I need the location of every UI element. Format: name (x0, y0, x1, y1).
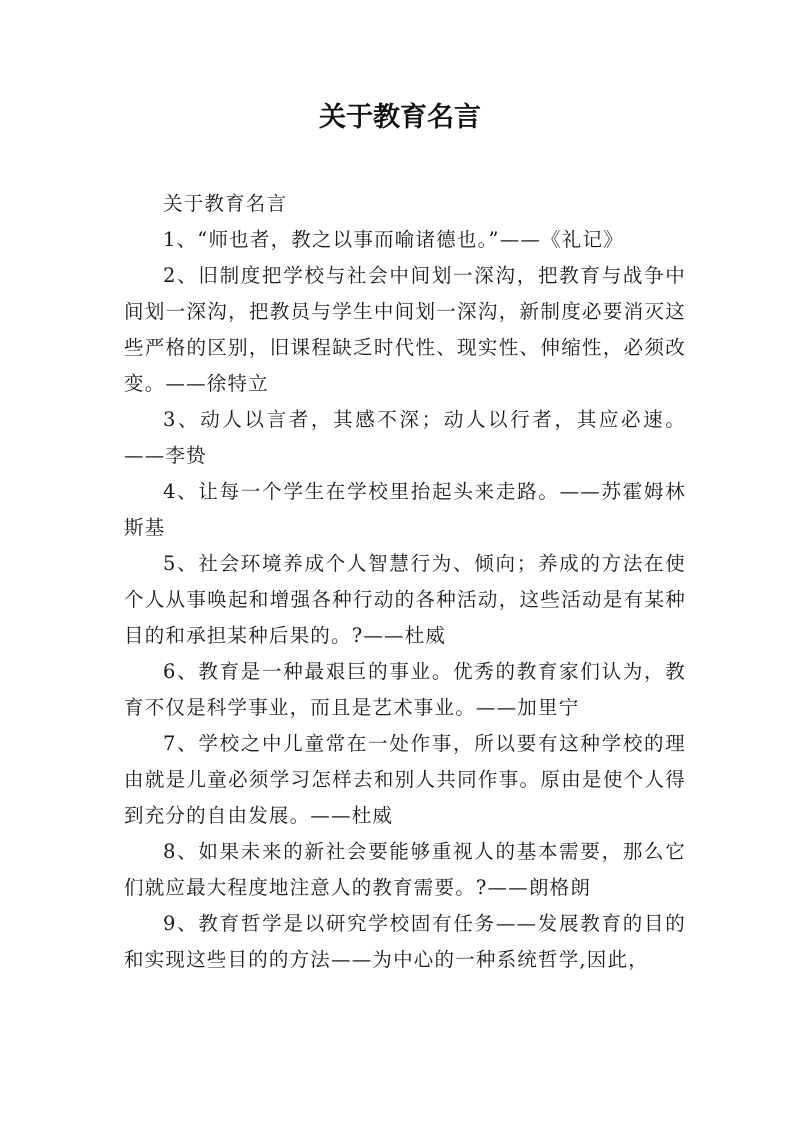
quote-paragraph-9: 9、教育哲学是以研究学校固有任务——发展教育的目的和实现这些目的的方法——为中心的一种系统哲学,因此， (124, 912, 686, 971)
quote-paragraph-7: 7、学校之中儿童常在一处作事，所以要有这种学校的理由就是儿童必须学习怎样去和别人共同作事。原由是使个人得到充分的自由发展。——杜威 (124, 732, 686, 827)
document-body (124, 186, 686, 978)
quote-paragraph-4: 4、让每一个学生在学校里抬起头来走路。——苏霍姆林斯基 (124, 480, 686, 539)
quote-paragraph-2: 2、旧制度把学校与社会中间划一深沟，把教育与战争中间划一深沟，把教员与学生中间划一深沟，新制度必要消灭这些严格的区别，旧课程缺乏时代性、现实性、伸缩性，必须改变。——徐特立 (124, 264, 686, 395)
quote-paragraph-3: 3、动人以言者，其感不深；动人以行者，其应必速。——李贽 (124, 408, 686, 467)
intro-paragraph: 关于教育名言 (163, 192, 288, 215)
document-title: 关于教育名言 (319, 102, 481, 133)
quote-paragraph-1: 1、“师也者，教之以事而喻诸德也。”——《礼记》 (163, 228, 624, 251)
quote-paragraph-5: 5、社会环境养成个人智慧行为、倾向；养成的方法在使个人从事唤起和增强各种行动的各种活动，这些活动是有某种目的和承担某种后果的。?——杜威 (124, 552, 686, 647)
quote-paragraph-8: 8、如果未来的新社会要能够重视人的基本需要，那么它们就应最大程度地注意人的教育需要。?——朗格朗 (124, 840, 686, 899)
quote-paragraph-6: 6、教育是一种最艰巨的事业。优秀的教育家们认为，教育不仅是科学事业，而且是艺术事业。——加里宁 (124, 660, 686, 719)
